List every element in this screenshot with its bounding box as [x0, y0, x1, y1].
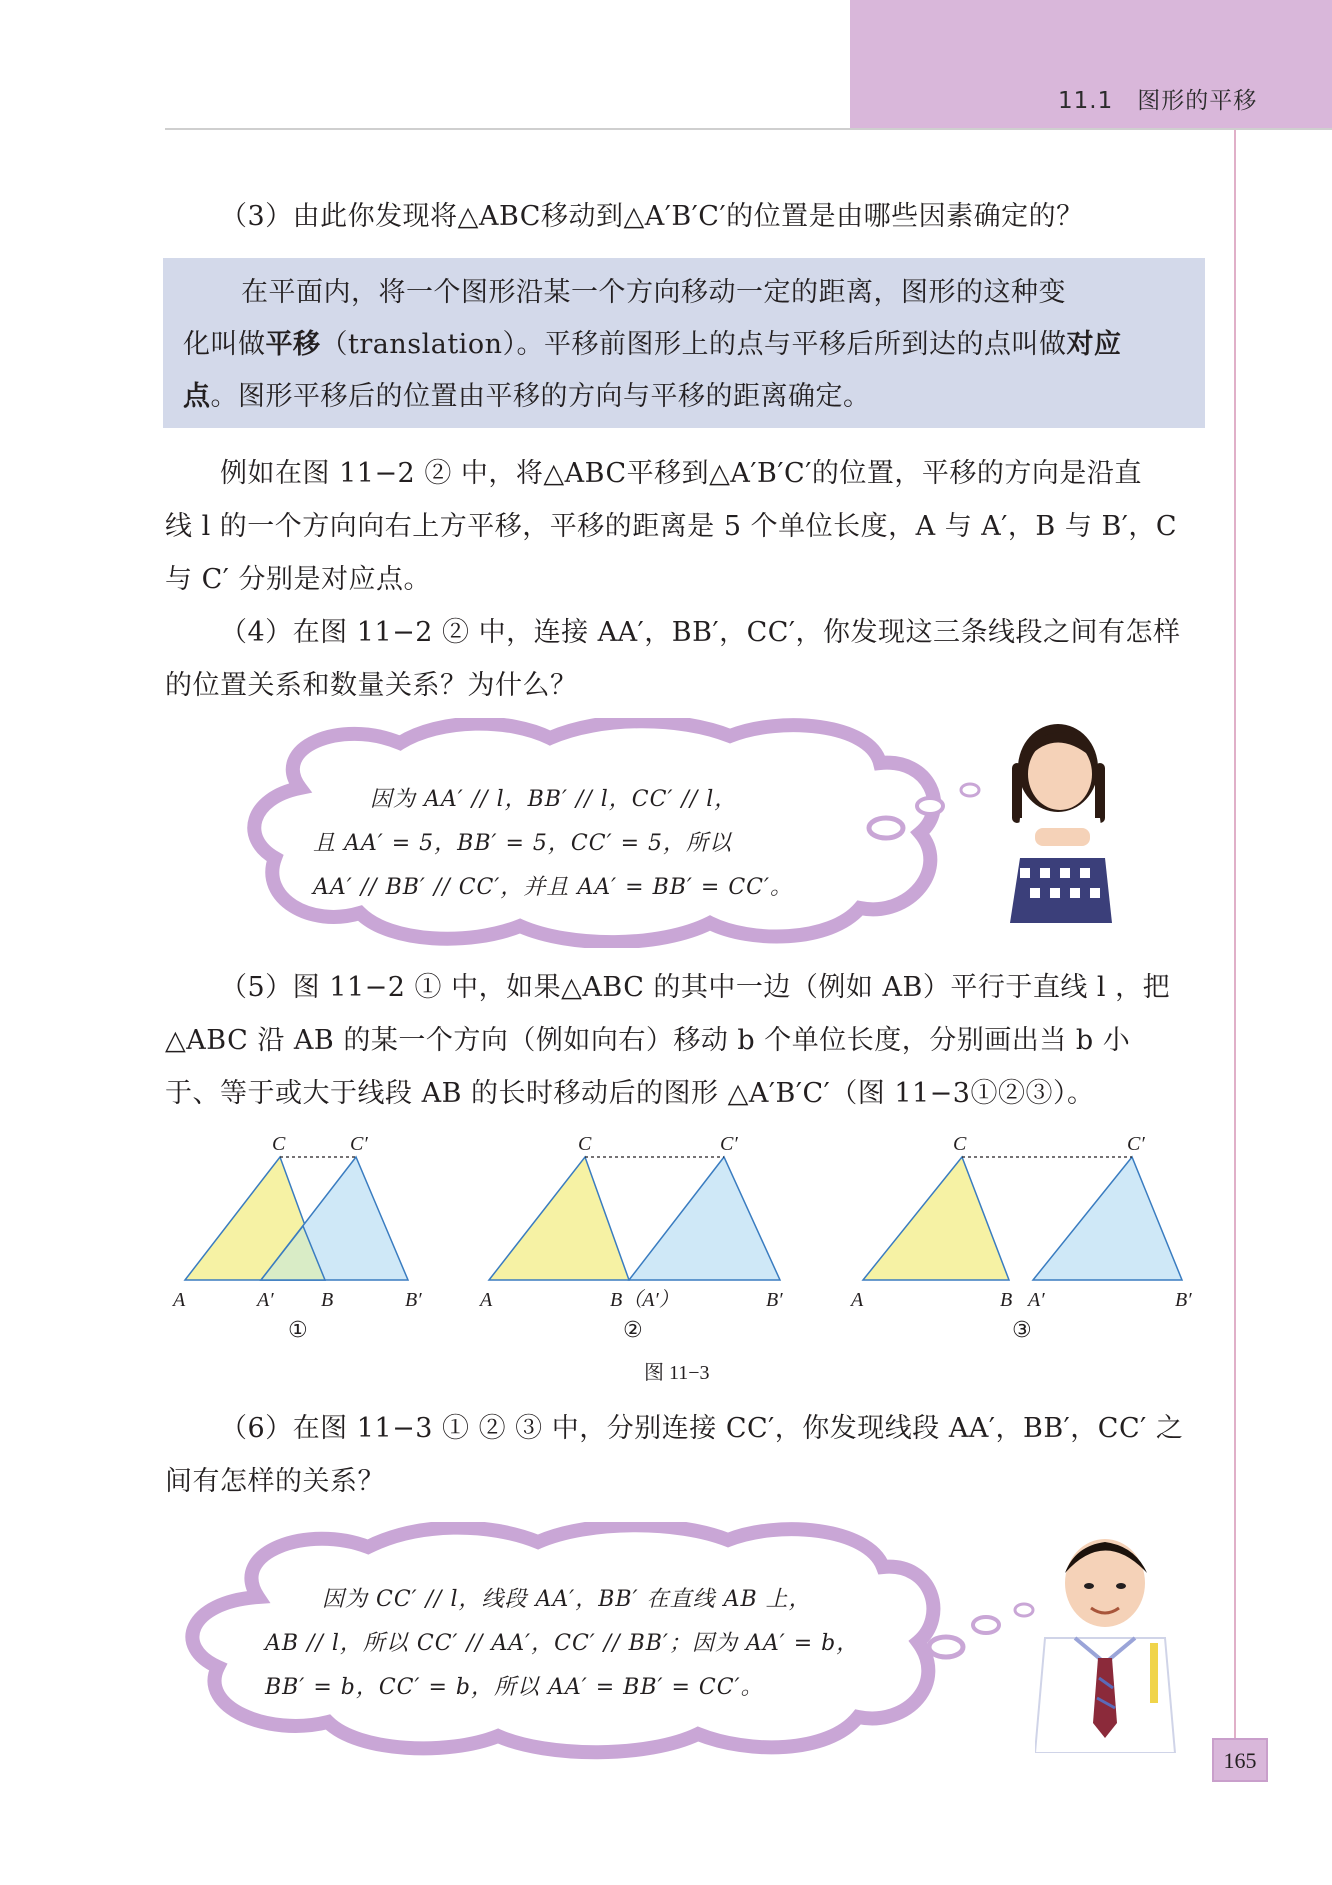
bubble-2-line-2: AB // l，所以 CC′ // AA′，CC′ // BB′；因为 AA′ = b， — [265, 1631, 860, 1656]
bubble-1-line-1: 因为 AA′ // l，BB′ // l，CC′ // l， — [370, 787, 738, 812]
thought-dot-2 — [973, 1617, 999, 1633]
example-line-2: 线 l 的一个方向向右上方平移，平移的距离是 5 个单位长度，A 与 A′，B 与 B′，C — [165, 511, 1178, 542]
question-5-line-2: △ABC 沿 AB 的某一个方向（例如向右）移动 b 个单位长度，分别画出当 b 小 — [165, 1025, 1131, 1056]
def-text: 。图形平移后的位置由平移的方向与平移的距离确定。 — [210, 381, 871, 412]
page-number: 165 — [1223, 1748, 1257, 1773]
thought-dot-3 — [1015, 1604, 1033, 1616]
definition-box — [163, 258, 1205, 428]
question-5-line-1: （5）图 11−2 ① 中，如果△ABC 的其中一边（例如 AB）平行于直线 l ，把 — [220, 972, 1171, 1003]
example-paragraph — [165, 447, 1205, 606]
thought-dot-1 — [929, 1637, 963, 1657]
definition-line-2 — [183, 322, 1121, 361]
example-line-3: 与 C′ 分别是对应点。 — [165, 564, 431, 595]
figure-3 — [845, 1128, 1205, 1318]
figure-1-number: ① — [288, 1318, 308, 1343]
thought-dot-2 — [917, 798, 943, 814]
boy-illustration — [1035, 1528, 1190, 1753]
definition-line-1: 在平面内，将一个图形沿某一个方向移动一定的距离，图形的这种变 — [241, 277, 1066, 308]
question-6-line-2: 间有怎样的关系？ — [165, 1466, 385, 1497]
term-translation: 平移 — [265, 329, 321, 360]
question-4-line-2: 的位置关系和数量关系？为什么？ — [165, 670, 578, 701]
label-a: A — [851, 1289, 864, 1311]
bubble-1-line-2: 且 AA′ = 5，BB′ = 5，CC′ = 5，所以 — [313, 831, 733, 856]
question-3-text: （3）由此你发现将△ABC移动到△A′B′C′的位置是由哪些因素确定的？ — [220, 201, 1084, 232]
question-4 — [165, 606, 1205, 712]
question-5-line-3: 于、等于或大于线段 AB 的长时移动后的图形 △A′B′C′（图 11−3①②③）。 — [165, 1078, 1095, 1109]
figure-2 — [470, 1128, 800, 1318]
figure-1 — [165, 1128, 455, 1318]
page-number-box — [1212, 1738, 1268, 1782]
thought-dot-3 — [961, 784, 979, 796]
triangle-abc — [489, 1157, 629, 1280]
label-a: A — [480, 1289, 493, 1311]
label-c: C — [272, 1133, 286, 1155]
label-b-prime: B′ — [1175, 1289, 1192, 1311]
example-line-1: 例如在图 11−2 ② 中，将△ABC平移到△A′B′C′的位置，平移的方向是沿直 — [220, 458, 1142, 489]
bubble-1-line-3: AA′ // BB′ // CC′，并且 AA′ = BB′ = CC′。 — [313, 875, 793, 900]
label-c: C — [578, 1133, 592, 1155]
term-corresponding: 对应 — [1066, 329, 1122, 360]
def-text: 化叫做 — [183, 329, 266, 360]
label-c-prime: C′ — [720, 1133, 738, 1155]
label-a-prime: A′ — [257, 1289, 274, 1311]
def-text: （translation）。平移前图形上的点与平移后所到达的点叫做 — [320, 329, 1067, 360]
label-a-prime: A′ — [1028, 1289, 1045, 1311]
thought-dot-1 — [869, 818, 903, 838]
header-rule — [165, 128, 1332, 130]
label-c-prime: C′ — [350, 1133, 368, 1155]
bubble-2-line-1: 因为 CC′ // l，线段 AA′，BB′ 在直线 AB 上， — [322, 1587, 812, 1612]
label-b-a-prime: B（A′） — [610, 1289, 679, 1311]
term-corresponding-end: 点 — [183, 381, 211, 412]
label-b-prime: B′ — [766, 1289, 783, 1311]
section-title: 11.1 图形的平移 — [1058, 88, 1258, 114]
question-6-line-1: （6）在图 11−3 ① ② ③ 中，分别连接 CC′，你发现线段 AA′，BB′，CC′ 之 — [220, 1413, 1184, 1444]
question-3 — [165, 190, 1205, 243]
definition-line-3 — [183, 374, 871, 413]
label-c: C — [953, 1133, 967, 1155]
question-5 — [165, 961, 1205, 1120]
triangle-a-prime — [629, 1157, 780, 1280]
label-c-prime: C′ — [1127, 1133, 1145, 1155]
figure-caption: 图 11−3 — [644, 1362, 710, 1384]
label-b: B — [1000, 1289, 1013, 1311]
question-6 — [165, 1402, 1205, 1508]
margin-rule — [1234, 130, 1236, 1740]
label-b-prime: B′ — [405, 1289, 422, 1311]
figure-2-number: ② — [623, 1318, 643, 1343]
label-a: A — [173, 1289, 186, 1311]
triangle-abc — [863, 1157, 1009, 1280]
label-b: B — [321, 1289, 334, 1311]
bubble-2-line-3: BB′ = b，CC′ = b，所以 AA′ = BB′ = CC′。 — [265, 1675, 764, 1700]
question-4-line-1: （4）在图 11−2 ② 中，连接 AA′，BB′，CC′，你发现这三条线段之间有怎样 — [220, 617, 1181, 648]
girl-illustration — [1000, 718, 1130, 923]
figure-3-number: ③ — [1012, 1318, 1032, 1343]
triangle-a-prime — [1033, 1157, 1182, 1280]
